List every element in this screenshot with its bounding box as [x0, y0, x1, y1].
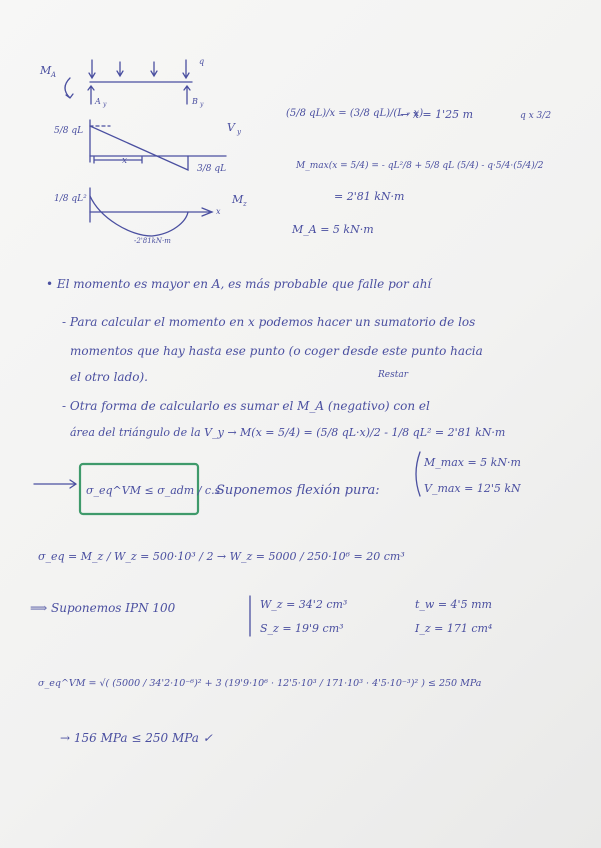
vonmises-expression: σ_eq^VM = √( (5000 / 34'2·10⁻⁶)² + 3 (19'9·10⁶ · 12'5·10³ / 171·10³ · 4'5·10⁻³)² ) ≤ 250 MPa [38, 678, 482, 689]
sz-value: S_z = 19'9 cm³ [260, 622, 344, 635]
load-q-label: q [199, 57, 205, 66]
iz-value: I_z = 171 cm⁴ [415, 622, 493, 635]
moment-curve [90, 196, 188, 236]
note-line-3: momentos que hay hasta ese punto (o coger desde este punto hacia [70, 344, 483, 358]
moment-top-value: 1/8 qL² [54, 194, 87, 204]
reaction-b-sub: y [200, 101, 204, 108]
note-line-1: • El momento es mayor en A, es más probable que falle por ahí [46, 277, 432, 291]
reaction-a-label: A [95, 97, 101, 106]
ma-label: M [40, 64, 52, 77]
load-arrows [89, 60, 189, 78]
shear-top-value: 5/8 qL [54, 126, 84, 136]
tw-value: t_w = 4'5 mm [415, 598, 492, 611]
reaction-a-arrow [88, 86, 94, 104]
beam-diagram [39, 57, 247, 245]
moment-arrow [65, 78, 73, 98]
moment-axis-x: x [216, 207, 221, 216]
shear-bottom-value: 3/8 qL [197, 164, 227, 174]
criterion-formula: σ_eq^VM ≤ σ_adm / c.s [86, 484, 221, 497]
ma-value: M_A = 5 kN·m [292, 223, 374, 236]
ma-label-sub: A [51, 71, 57, 79]
flexion-text: Suponemos flexión pura: [216, 483, 380, 498]
reaction-b-label: B [192, 97, 198, 106]
vmax-criterion: V_max = 12'5 kN [424, 482, 521, 495]
section-selection [30, 550, 492, 636]
mmax-equation: M_max(x = 5/4) = - qL²/8 + 5/8 qL (5/4) - q·5/4·(5/4)/2 [296, 161, 544, 171]
note-line-2: - Para calcular el momento en x podemos hacer un sumatorio de los [62, 315, 476, 329]
criterion [34, 452, 521, 514]
shear-x-marker: x [122, 156, 128, 166]
side-note: q x 3/2 [520, 111, 552, 121]
shear-label: V [227, 121, 235, 134]
seq-equation: σ_eq = M_z / W_z = 500·10³ / 2 → W_z = 5000 / 250·10⁶ = 20 cm³ [38, 550, 405, 563]
moment-label-sub: z [243, 200, 247, 208]
note-line-5: - Otra forma de calcularlo es sumar el M_A (negativo) con el [62, 399, 430, 413]
von-mises [38, 678, 482, 745]
criterion-brace [416, 452, 420, 496]
shear-line [90, 126, 188, 170]
criterion-arrow [34, 480, 76, 488]
restar-note: Restar [378, 370, 409, 380]
profile-choice: ⟹ Suponemos IPN 100 [30, 601, 176, 615]
note-line-4: el otro lado). [70, 370, 148, 384]
note-line-6: área del triángulo de la V_y → M(x = 5/4) = (5/8 qL·x)/2 - 1/8 qL² = 2'81 kN·m [70, 426, 506, 439]
shear-label-sub: y [237, 128, 241, 136]
mmax-criterion: M_max = 5 kN·m [424, 456, 521, 469]
vonmises-result: → 156 MPa ≤ 250 MPa ✓ [60, 731, 213, 745]
x-dimension [94, 157, 142, 163]
reaction-b-arrow [184, 86, 190, 104]
moment-min-value: -2'81kN·m [134, 237, 171, 245]
mmax-value: = 2'81 kN·m [334, 190, 405, 203]
calculations [286, 108, 551, 236]
notes [46, 277, 505, 439]
wz-value: W_z = 34'2 cm³ [260, 598, 348, 611]
moment-label: M [232, 193, 244, 206]
ratio-equation: (5/8 qL)/x = (3/8 qL)/(L - x) [286, 108, 424, 119]
x-result: → x = 1'25 m [400, 108, 474, 121]
reaction-a-sub: y [103, 101, 107, 108]
